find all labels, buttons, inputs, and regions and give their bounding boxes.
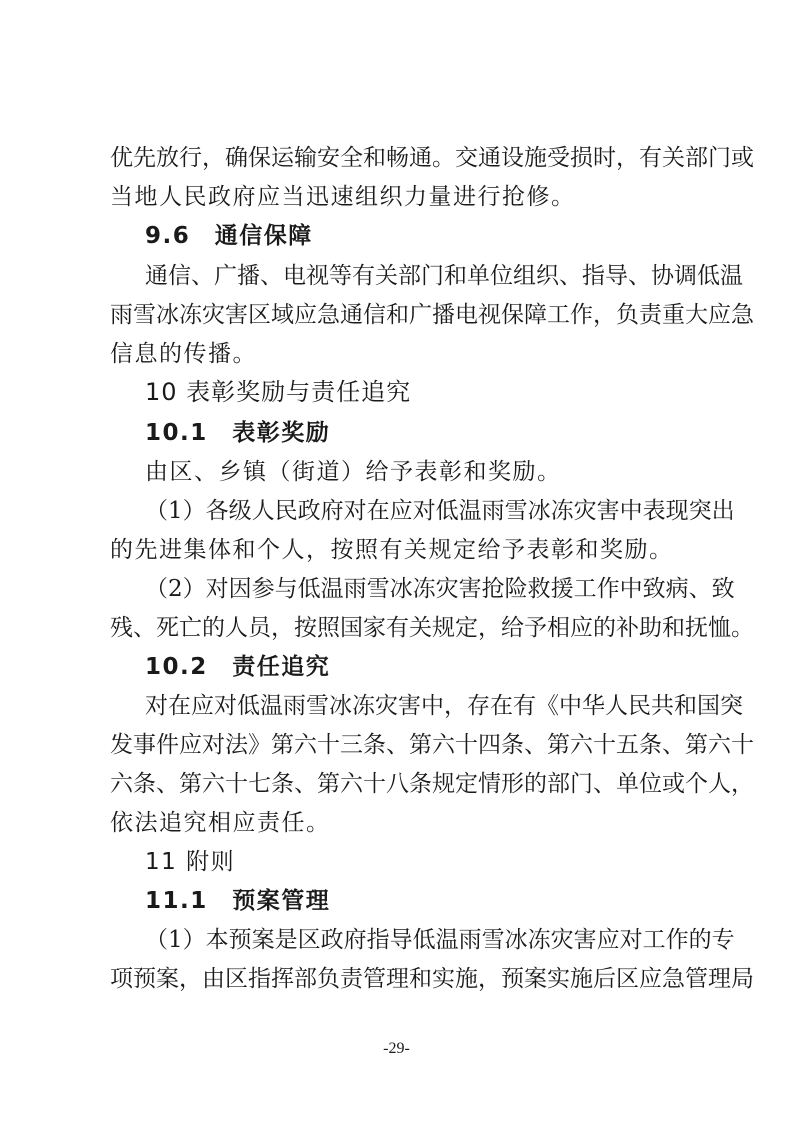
section-heading-10-2: 10.2 责任追究 xyxy=(145,654,331,680)
page-number: -29- xyxy=(383,1040,410,1057)
paragraph-line: （1）本预案是区政府指导低温雨雪冰冻灾害应对工作的专 xyxy=(145,927,735,953)
paragraph-line: 的先进集体和个人，按照有关规定给予表彰和奖励。 xyxy=(110,537,674,563)
paragraph-line: （1）各级人民政府对在应对低温雨雪冰冻灾害中表现突出 xyxy=(145,498,735,524)
paragraph-line: 依法追究相应责任。 xyxy=(110,810,331,836)
paragraph-line: 项预案，由区指挥部负责管理和实施，预案实施后区应急管理局 xyxy=(110,966,754,992)
chapter-heading-11: 11 附则 xyxy=(145,849,236,875)
paragraph-line: （2）对因参与低温雨雪冰冻灾害抢险救援工作中致病、致 xyxy=(145,576,735,602)
paragraph-line: 信息的传播。 xyxy=(110,341,257,367)
section-heading-11-1: 11.1 预案管理 xyxy=(145,888,331,914)
paragraph-line: 残、死亡的人员，按照国家有关规定，给予相应的补助和抚恤。 xyxy=(110,615,754,641)
paragraph-line: 雨雪冰冻灾害区域应急通信和广播电视保障工作，负责重大应急 xyxy=(110,302,754,328)
paragraph-line: 由区、乡镇（街道）给予表彰和奖励。 xyxy=(145,459,562,485)
paragraph-line: 通信、广播、电视等有关部门和单位组织、指导、协调低温 xyxy=(145,263,743,289)
paragraph-line: 发事件应对法》第六十三条、第六十四条、第六十五条、第六十 xyxy=(110,732,754,758)
paragraph-line: 优先放行，确保运输安全和畅通。交通设施受损时，有关部门或 xyxy=(110,145,754,171)
paragraph-line: 六条、第六十七条、第六十八条规定情形的部门、单位或个人， xyxy=(110,771,754,797)
paragraph-line: 对在应对低温雨雪冰冻灾害中，存在有《中华人民共和国突 xyxy=(145,693,743,719)
section-heading-10-1: 10.1 表彰奖励 xyxy=(145,420,331,446)
paragraph-line: 当地人民政府应当迅速组织力量进行抢修。 xyxy=(110,184,576,210)
chapter-heading-10: 10 表彰奖励与责任追究 xyxy=(145,378,412,406)
section-heading-9-6: 9.6 通信保障 xyxy=(145,223,313,249)
